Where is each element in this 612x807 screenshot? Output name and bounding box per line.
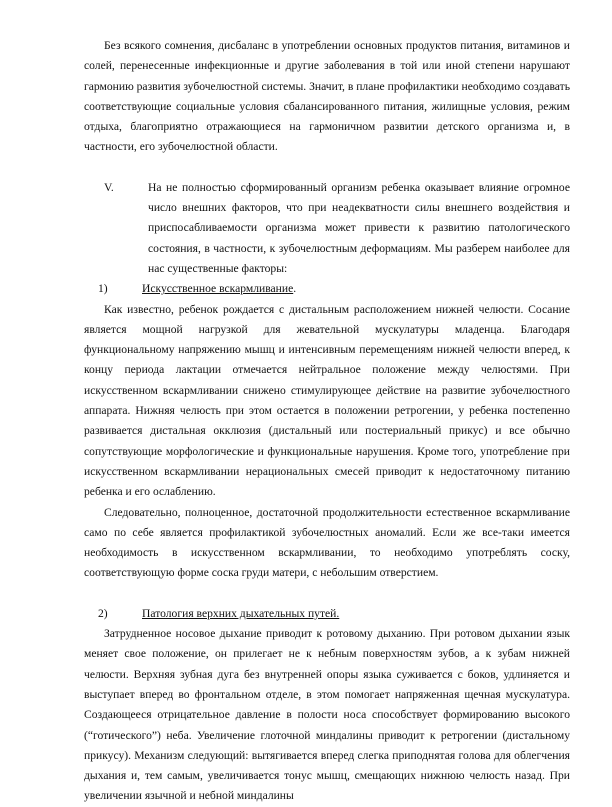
list-item-2-heading (84, 604, 570, 624)
document-page (84, 36, 570, 807)
paragraph-feeding-b: Следовательно, полноценное, достаточной продолжительности естественное вскармливание само по себе является профилактикой зубочелюстных аномалий. Если же все-таки имеется необходимость в искусственном вскармливании, то необходимо употреблять соску, соответствующую форме соска груди матери, с небольшим отверстием. (84, 505, 570, 580)
list-item-1-suffix: . (293, 282, 297, 296)
list-item-1-number: 1) (98, 282, 108, 296)
spacer (84, 584, 570, 604)
list-item-2-title: Патология верхних дыхательных путей. (142, 606, 340, 620)
paragraph-intro: Без всякого сомнения, дисбаланс в употреблении основных продуктов питания, витаминов и солей, перенесенные инфекционные и другие заболевания в той или иной степени нарушают гармонию развития зубочелюстной системы. Значит, в плане профилактики необходимо создавать соответствующие социальные условия сбалансированного питания, жилищные условия, режим отдыха, благоприятно отражающиеся на гармоничном развитии детского организма и, в частности, его зубочелюстной области. (84, 39, 570, 154)
spacer (84, 158, 570, 178)
list-item-2-number: 2) (98, 606, 108, 620)
section-v-text: На не полностью сформированный организм ребенка оказывает влияние огромное число внешних факторов, что при неадекватности силы внешнего воздействия и приспосабливаемости организма может привести к развитию патологического состояния, в частности, к зубочелюстным деформациям. Мы разберем наиболее для нас существенные факторы: (148, 180, 570, 275)
section-v (84, 178, 570, 279)
paragraph-airway-a: Затрудненное носовое дыхание приводит к ротовому дыханию. При ротовом дыхании язык меняет свое положение, он прилегает не к небным поверхностям зубов, а к зубам нижней челюсти. Верхняя зубная дуга без внутренней опоры языка суживается с боков, удлиняется и выступает вперед во фронтальном отделе, в этом помогает напряженная щечная мускулатура. Создающееся отрицательное давление в полости носа способствует формированию высокого (“готического”) неба. Увеличение глоточной миндалины приводит к ретрогении (дистальному прикусу). Механизм следующий: вытягивается вперед слегка приподнятая голова для облегчения дыхания и, тем самым, увеличивается тонус мышц, смещающих нижнюю челюсть назад. При увеличении язычной и небной миндалины (84, 627, 570, 803)
list-item-1-title: Искусственное вскармливание (142, 282, 294, 296)
paragraph-feeding-a: Как известно, ребенок рождается с дистальным расположением нижней челюсти. Сосание является мощной нагрузкой для жевательной мускулатуры младенца. Благодаря функциональному напряжению мышц и интенсивным перемещениям нижней челюсти вперед, к концу периода лактации отмечается нейтральное положение между челюстями. При искусственном вскармливании снижено стимулирующее действие на развитие зубочелюстного аппарата. Нижняя челюсть при этом остается в положении ретрогении, у ребенка постепенно развивается дистальная окклюзия (дистальный или постериальный прикус) и все обычно сопутствующие морфологические и функциональные нарушения. Кроме того, употребление при искусственном вскармливании нерациональных смесей приводит к недостаточному питанию ребенка и его ослаблению. (84, 302, 570, 499)
section-number: V. (104, 180, 114, 194)
list-item-1-heading (84, 279, 570, 299)
